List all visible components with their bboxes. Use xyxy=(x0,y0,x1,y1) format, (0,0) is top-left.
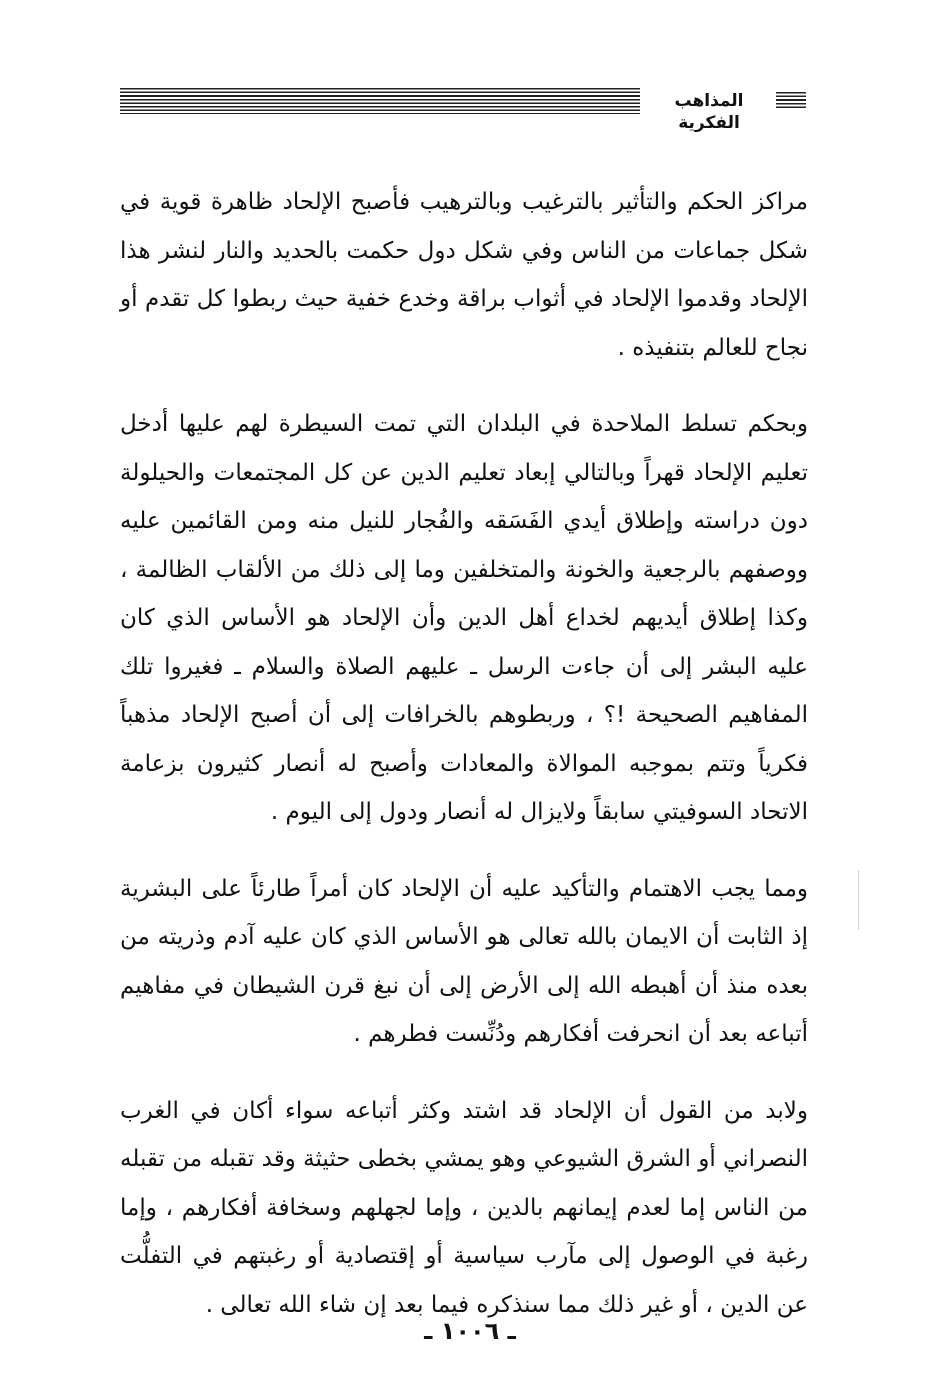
running-header xyxy=(120,84,806,133)
paragraph-1: مراكز الحكم والتأثير بالترغيب وبالترهيب فأصبح الإلحاد ظاهرة قوية في شكل جماعات من الناس وفي شكل دول حكمت بالحديد والنار لنشر هذا الإلحاد وقدموا الإلحاد في أثواب براقة وخدع خفية حيث ربطوا كل تقدم أو نجاح للعالم بتنفيذه . xyxy=(120,189,808,361)
page-number: ـ ١٠٠٦ ـ xyxy=(424,1317,516,1345)
running-header-title: المذاهب الفكرية xyxy=(674,91,744,133)
paragraph-4: ولابد من القول أن الإلحاد قد اشتد وكثر أتباعه سواء أكان في الغرب النصراني أو الشرق الشيوعي وهو يمشي بخطى حثيثة وقد تقبله من تقبله من الناس إما لعدم إيمانهم بالدين ، وإما لجهلهم وسخافة أفكارهم ، وإما رغبة في الوصول إلى مآرب سياسية أو إقتصادية أو رغبتهم في التفلُّت عن الدين ، أو غير ذلك مما سنذكره فيما بعد إن شاء الله تعالى . xyxy=(120,1097,808,1318)
page-body xyxy=(120,178,808,1357)
paragraph-3: ومما يجب الاهتمام والتأكيد عليه أن الإلحاد كان أمراً طارئاً على البشرية إذ الثابت أن الايمان بالله تعالى هو الأساس الذي كان عليه آدم وذريته من بعده منذ أن أهبطه الله إلى الأرض إلى أن نبغ قرن الشيطان في مفاهيم أتباعه بعد أن انحرفت أفكارهم ودُنِّست فطرهم . xyxy=(120,875,808,1047)
header-rule-lines xyxy=(120,88,640,114)
paragraph-2: وبحكم تسلط الملاحدة في البلدان التي تمت السيطرة لهم عليها أدخل تعليم الإلحاد قهراً وبالتالي إبعاد تعليم الدين عن كل المجتمعات والحيلولة دون دراسته وإطلاق أيدي الفَسَقه والفُجار للنيل منه ومن القائمين عليه ووصفهم بالرجعية والخونة والمتخلفين وما إلى ذلك من الألقاب الظالمة ، وكذا إطلاق أيديهم لخداع أهل الدين وأن الإلحاد هو الأساس الذي كان عليه البشر إلى أن جاءت الرسل ـ عليهم الصلاة والسلام ـ فغيروا تلك المفاهيم الصحيحة !؟ ، وربطوهم بالخرافات إلى أن أصبح الإلحاد مذهباً فكرياً وتتم بموجبه الموالاة والمعادات وأصبح له أنصار كثيرون بزعامة الاتحاد السوفيتي سابقاً ولايزال له أنصار ودول إلى اليوم . xyxy=(120,411,808,825)
header-rule-mark xyxy=(776,92,806,108)
margin-mark xyxy=(858,870,859,930)
